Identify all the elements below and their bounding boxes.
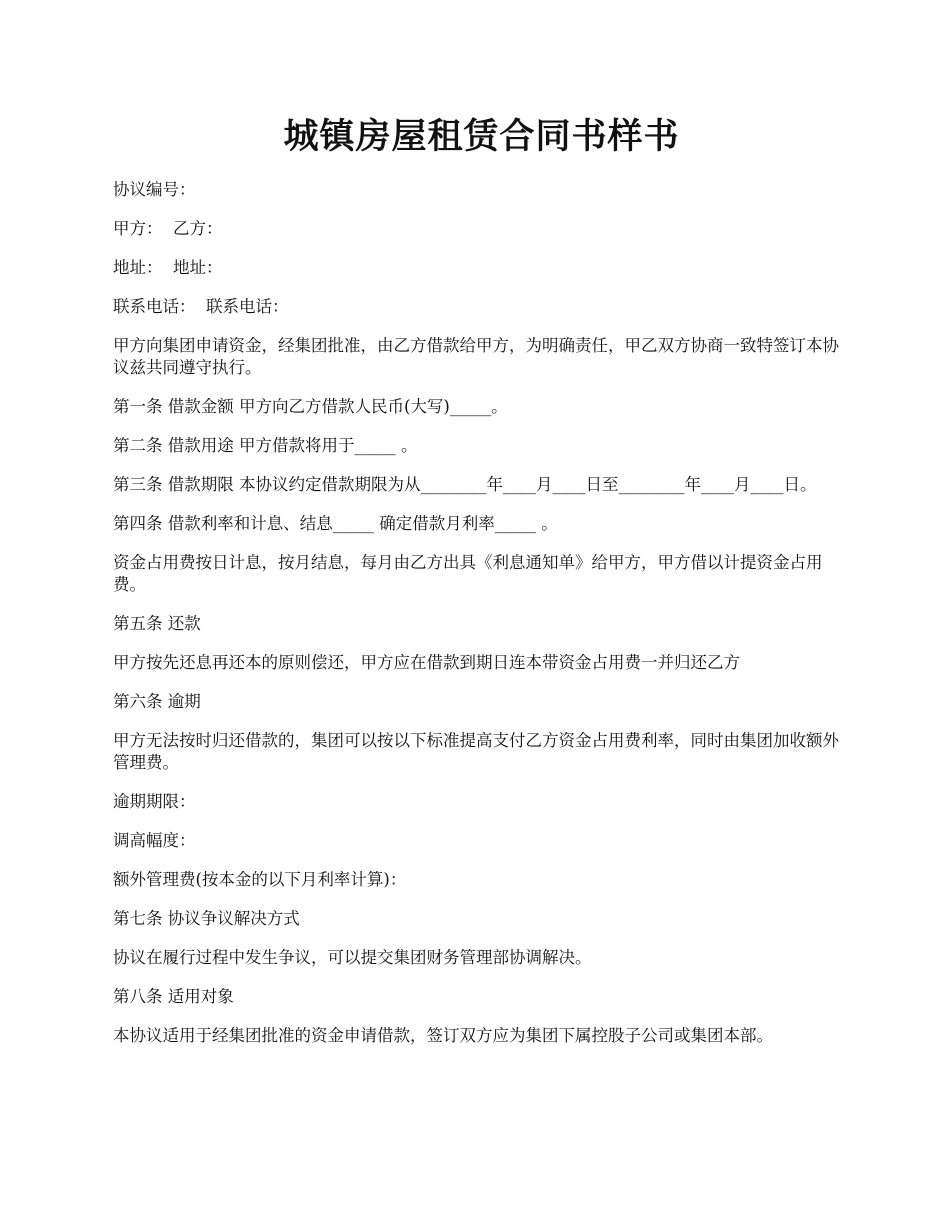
document-title: 城镇房屋租赁合同书样书 <box>283 116 680 157</box>
document-body <box>113 179 850 1047</box>
preamble-paragraph: 甲方向集团申请资金，经集团批准，由乙方借款给甲方，为明确责任，甲乙双方协商一致特签订本协议兹共同遵守执行。 <box>113 336 839 377</box>
scope-paragraph: 本协议适用于经集团批准的资金申请借款，签订双方应为集团下属控股子公司或集团本部。 <box>113 1026 773 1045</box>
extra-fee-line: 额外管理费(按本金的以下月利率计算)： <box>113 870 407 889</box>
article-7-heading: 第七条 协议争议解决方式 <box>113 909 300 928</box>
phone-line: 联系电话： 联系电话： <box>113 297 289 316</box>
article-5-heading: 第五条 还款 <box>113 614 201 633</box>
overdue-period-line: 逾期期限： <box>113 792 196 811</box>
agreement-number-line: 协议编号： <box>113 180 196 199</box>
repayment-paragraph: 甲方按先还息再还本的原则偿还，甲方应在借款到期日连本带资金占用费一并归还乙方 <box>113 653 740 672</box>
overdue-paragraph: 甲方无法按时归还借款的，集团可以按以下标准提高支付乙方资金占用费利率，同时由集团加收额外管理费。 <box>113 731 839 772</box>
address-line: 地址： 地址： <box>113 258 223 277</box>
rate-increase-line: 调高幅度： <box>113 831 196 850</box>
interest-calculation-paragraph: 资金占用费按日计息，按月结息，每月由乙方出具《利息通知单》给甲方，甲方借以计提资金占用费。 <box>113 553 823 594</box>
article-6-heading: 第六条 逾期 <box>113 692 201 711</box>
article-8-heading: 第八条 适用对象 <box>113 987 234 1006</box>
article-1-paragraph: 第一条 借款金额 甲方向乙方借款人民币(大写)_____。 <box>113 397 508 416</box>
article-4-paragraph: 第四条 借款利率和计息、结息_____ 确定借款月利率_____ 。 <box>113 514 558 533</box>
article-2-paragraph: 第二条 借款用途 甲方借款将用于_____ 。 <box>113 436 418 455</box>
article-3-paragraph: 第三条 借款期限 本协议约定借款期限为从________年____月____日至________年____月____日。 <box>113 475 817 494</box>
parties-line: 甲方： 乙方： <box>113 219 223 238</box>
dispute-paragraph: 协议在履行过程中发生争议，可以提交集团财务管理部协调解决。 <box>113 948 592 967</box>
